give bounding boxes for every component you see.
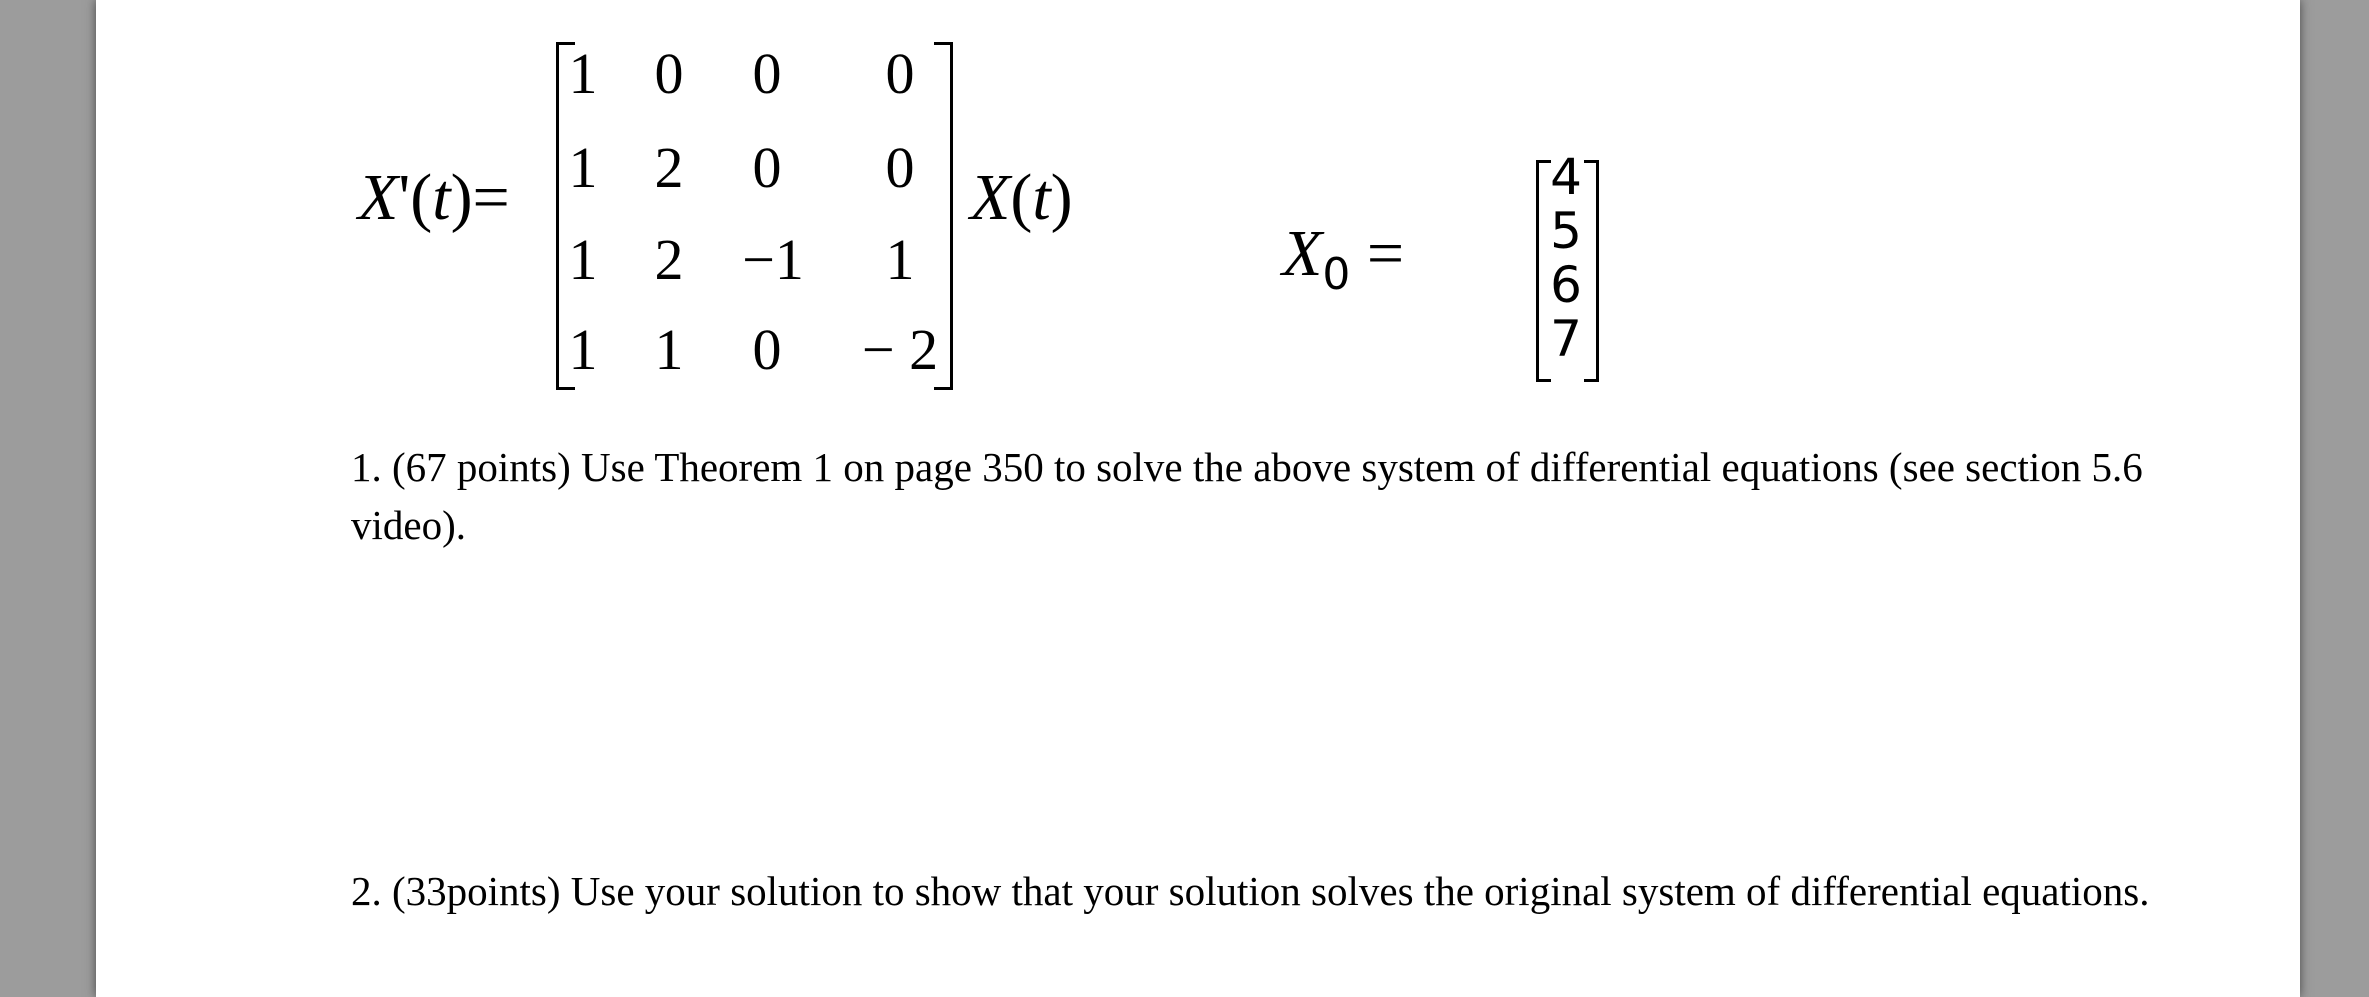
question-1: 1. (67 points) Use Theorem 1 on page 350 to solve the above system of differential equations (see section 5.6 video). xyxy=(351,444,2143,548)
lhs-symbol: X xyxy=(358,161,399,234)
matrix-cell: 0 xyxy=(885,135,915,200)
initial-subscript: 0 xyxy=(1322,249,1351,300)
lhs-prime: ' xyxy=(398,161,411,234)
matrix-cell: 1 xyxy=(568,41,598,106)
matrix-cell: 1 xyxy=(568,317,598,382)
vector-cell: 7 xyxy=(1550,310,1582,368)
matrix-cell: 1 xyxy=(885,227,915,292)
vector-cell: 6 xyxy=(1550,256,1582,314)
lhs-close-paren: ) xyxy=(450,161,473,234)
document-page xyxy=(96,0,2300,997)
matrix-cell: − 2 xyxy=(861,317,939,382)
matrix-cell: 0 xyxy=(752,41,782,106)
vector-cell: 4 xyxy=(1550,148,1582,206)
matrix-cell: 0 xyxy=(752,135,782,200)
question-2: 2. (33points) Use your solution to show that your solution solves the original system of differential equations. xyxy=(351,868,2150,914)
rhs-open-paren: ( xyxy=(1010,161,1033,234)
rhs-variable: t xyxy=(1032,161,1051,234)
matrix-cell: 0 xyxy=(752,317,782,382)
lhs-open-paren: ( xyxy=(410,161,433,234)
matrix-cell: −1 xyxy=(742,227,804,292)
matrix-cell: 0 xyxy=(654,41,684,106)
initial-symbol: X xyxy=(1282,217,1323,290)
rhs-close-paren: ) xyxy=(1050,161,1073,234)
matrix-cell: 1 xyxy=(654,317,684,382)
lhs-expression xyxy=(358,160,510,236)
lhs-variable: t xyxy=(432,161,451,234)
rhs-symbol: X xyxy=(970,161,1011,234)
matrix-cell: 1 xyxy=(568,227,598,292)
matrix-cell: 2 xyxy=(654,135,684,200)
initial-equals: = xyxy=(1366,217,1405,290)
initial-condition-label xyxy=(1282,216,1404,300)
lhs-equals: = xyxy=(472,161,510,234)
matrix-cell: 0 xyxy=(885,41,915,106)
matrix-cell: 2 xyxy=(654,227,684,292)
vector-cell: 5 xyxy=(1550,202,1582,260)
rhs-expression xyxy=(970,160,1073,236)
matrix-cell: 1 xyxy=(568,135,598,200)
